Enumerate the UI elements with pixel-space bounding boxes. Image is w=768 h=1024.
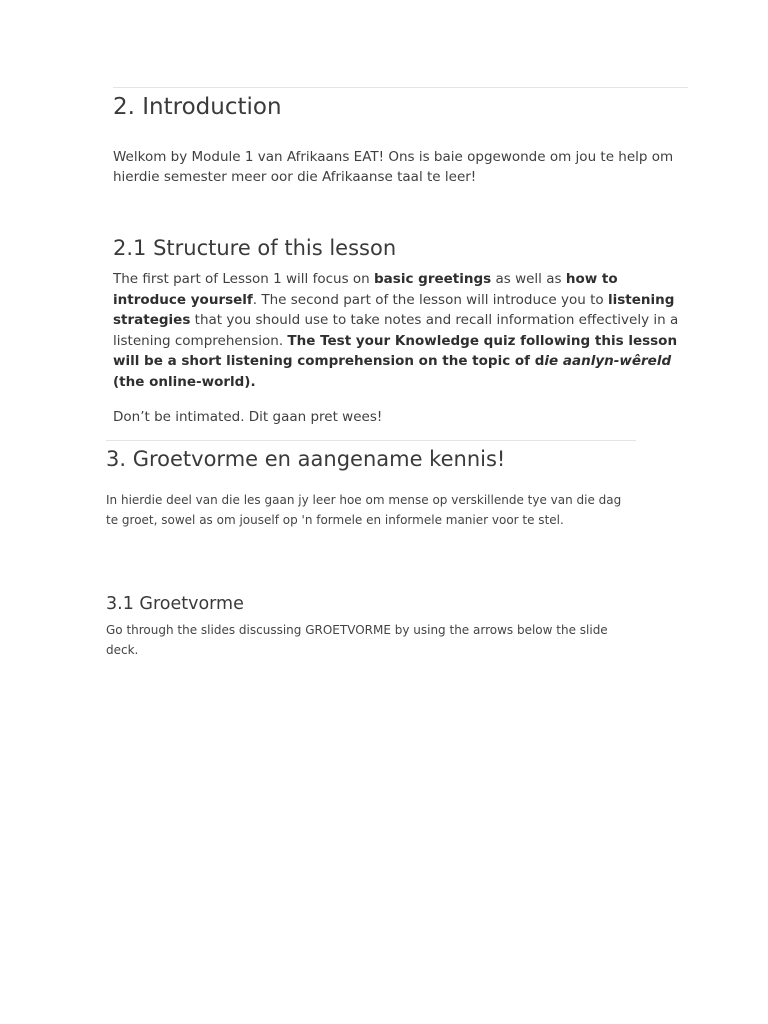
basic-greetings-highlight: basic greetings — [374, 271, 492, 288]
listening-strategies-highlight: listening strategies — [113, 291, 675, 329]
online-world-translation: (the online-world). — [113, 373, 256, 390]
structure-text-4: that you should use to take notes and recall information effectively in a listening comprehension. — [113, 312, 679, 349]
section-introduction — [113, 94, 693, 188]
structure-closing: Don’t be intimated. Dit gaan pret wees! — [113, 409, 383, 426]
structure-text-1: The first part of Lesson 1 will focus on — [113, 271, 375, 288]
groetvorme-kennis-paragraph: In hierdie deel van die les gaan jy leer hoe om mense op verskillende tye van die dag te groet, sowel as om jouself op 'n formele en informele manier voor te stel. — [106, 493, 622, 527]
section-groetvorme — [106, 594, 646, 660]
introduce-yourself-highlight: how to introduce yourself — [113, 271, 618, 308]
online-world-term: ie aanlyn-wêreld — [544, 353, 672, 370]
section-divider — [106, 440, 636, 441]
introduction-heading: 2. Introduction — [113, 94, 282, 120]
section-structure — [113, 236, 693, 428]
structure-text-3: . The second part of the lesson will introduce you to — [252, 291, 608, 308]
groetvorme-paragraph: Go through the slides discussing GROETVORME by using the arrows below the slide deck. — [106, 623, 608, 657]
structure-heading: 2.1 Structure of this lesson — [113, 236, 397, 260]
introduction-paragraph: Welkom by Module 1 van Afrikaans EAT! Ons is baie opgewonde om jou te help om hierdie semester meer oor die Afrikaanse taal te leer! — [113, 148, 674, 186]
groetvorme-heading: 3.1 Groetvorme — [106, 594, 244, 614]
quiz-info-highlight: The Test your Knowledge quiz following this lesson will be a short listening comprehension on the topic of d — [113, 332, 678, 370]
groetvorme-kennis-heading: 3. Groetvorme en aangename kennis! — [106, 447, 506, 471]
top-divider — [113, 87, 688, 88]
structure-paragraph — [113, 269, 688, 392]
section-groetvorme-kennis — [106, 447, 646, 530]
structure-text-2: as well as — [491, 271, 566, 288]
